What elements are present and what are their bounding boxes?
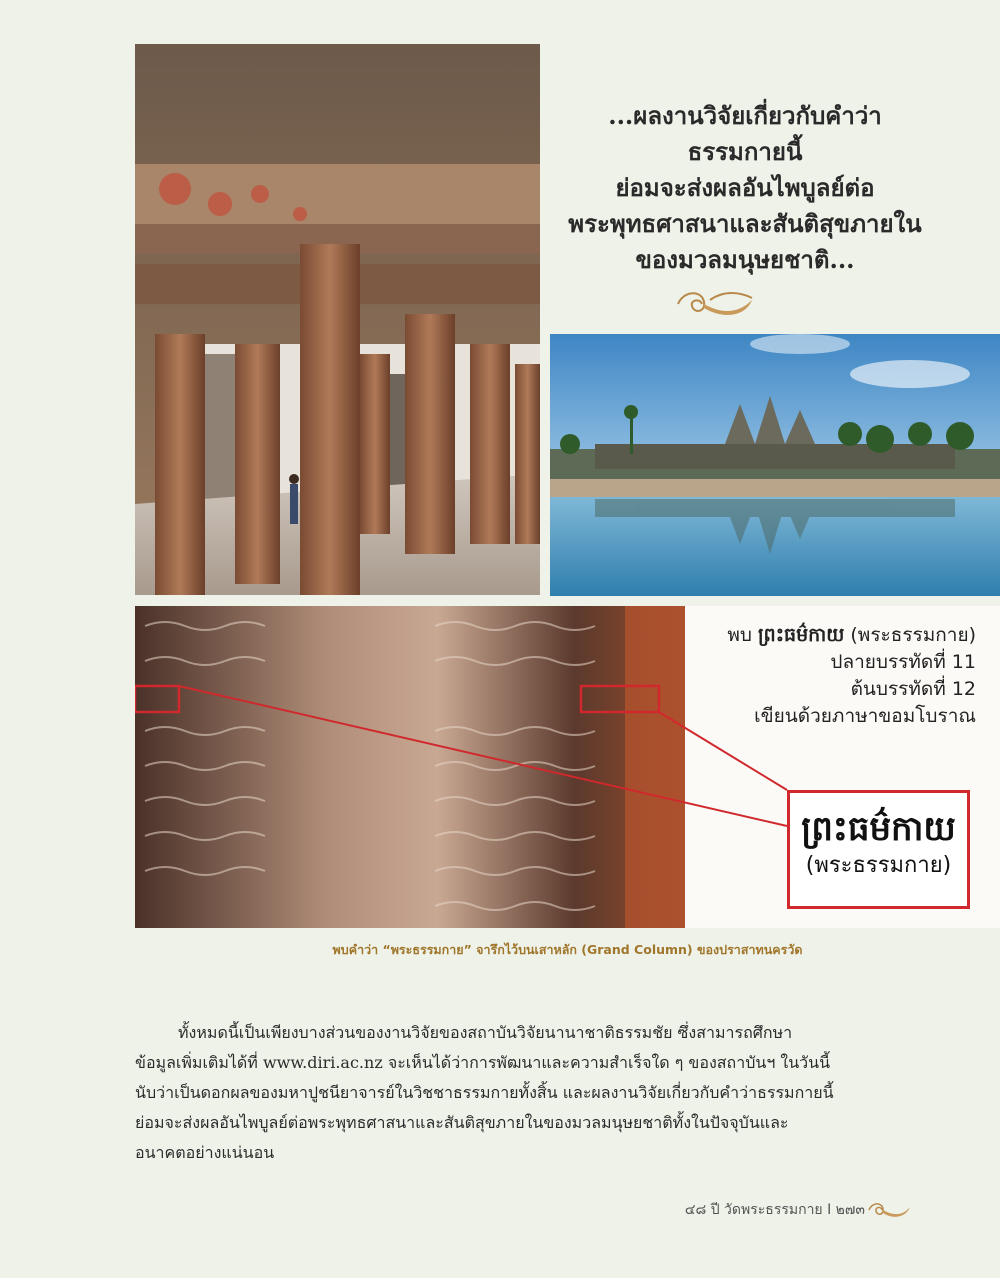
found-prefix: พบ bbox=[727, 624, 752, 646]
quote-line: ธรรมกายนี้ bbox=[687, 137, 803, 166]
body-line: ทั้งหมดนี้เป็นเพียงบางส่วนของงานวิจัยของสถาบันวิจัยนานาชาติธรรมชัย ซึ่งสามารถศึกษา bbox=[178, 1023, 793, 1042]
zoom-khmer-word: ព្រះធម៌កាយ bbox=[801, 809, 956, 849]
found-line-1 bbox=[727, 622, 976, 649]
body-line: ข้อมูลเพิ่มเติมได้ที่ www.diri.ac.nz จะเห็นได้ว่าการพัฒนาและความสำเร็จใด ๆ ของสถาบันฯ ในวันนี้ bbox=[135, 1053, 830, 1072]
found-line-2: ปลายบรรทัดที่ 11 bbox=[830, 651, 976, 673]
body-line: นับว่าเป็นดอกผลของมหาปูชนียาจารย์ในวิชชาธรรมกายทั้งสิ้น และผลงานวิจัยเกี่ยวกับคำว่าธรรมกายนี้ bbox=[135, 1083, 834, 1102]
found-line-3: ต้นบรรทัดที่ 12 bbox=[850, 678, 976, 700]
zoom-thai-word: (พระธรรมกาย) bbox=[805, 853, 952, 878]
found-thai-word: (พระธรรมกาย) bbox=[850, 624, 976, 646]
photo-caption: พบคำว่า “พระธรรมกาย” จารึกไว้บนเสาหลัก (Grand Column) ของปราสาทนครวัด bbox=[332, 942, 803, 957]
body-line: ย่อมจะส่งผลอันไพบูลย์ต่อพระพุทธศาสนาและสันติสุขภายในของมวลมนุษยชาติทั้งในปัจจุบันและ bbox=[135, 1113, 789, 1132]
quote-line: ย่อมจะส่งผลอันไพบูลย์ต่อ bbox=[615, 173, 875, 202]
quote-line: ...ผลงานวิจัยเกี่ยวกับคำว่า bbox=[608, 101, 882, 130]
inscription-panel bbox=[135, 606, 1000, 928]
found-annotation bbox=[727, 622, 976, 730]
temple-gallery-photo bbox=[135, 44, 540, 595]
quote-line: พระพุทธศาสนาและสันติสุขภายใน bbox=[568, 209, 922, 238]
body-line: อนาคตอย่างแน่นอน bbox=[135, 1143, 275, 1162]
angkor-wat-photo bbox=[550, 334, 1000, 596]
found-khmer-word: ព្រះធម៌កាយ bbox=[757, 624, 845, 646]
found-line-4: เขียนด้วยภาษาขอมโบราณ bbox=[754, 705, 976, 727]
swirl-ornament-icon bbox=[866, 1198, 912, 1222]
page-footer: ๔๘ ปี วัดพระธรรมกาย I ๒๗๓ bbox=[684, 1202, 865, 1218]
quote-line: ของมวลมนุษยชาติ... bbox=[635, 245, 855, 274]
pull-quote bbox=[545, 98, 945, 278]
swirl-ornament-icon bbox=[674, 286, 756, 322]
body-paragraph bbox=[135, 1018, 868, 1168]
zoom-callout-box bbox=[787, 790, 970, 909]
